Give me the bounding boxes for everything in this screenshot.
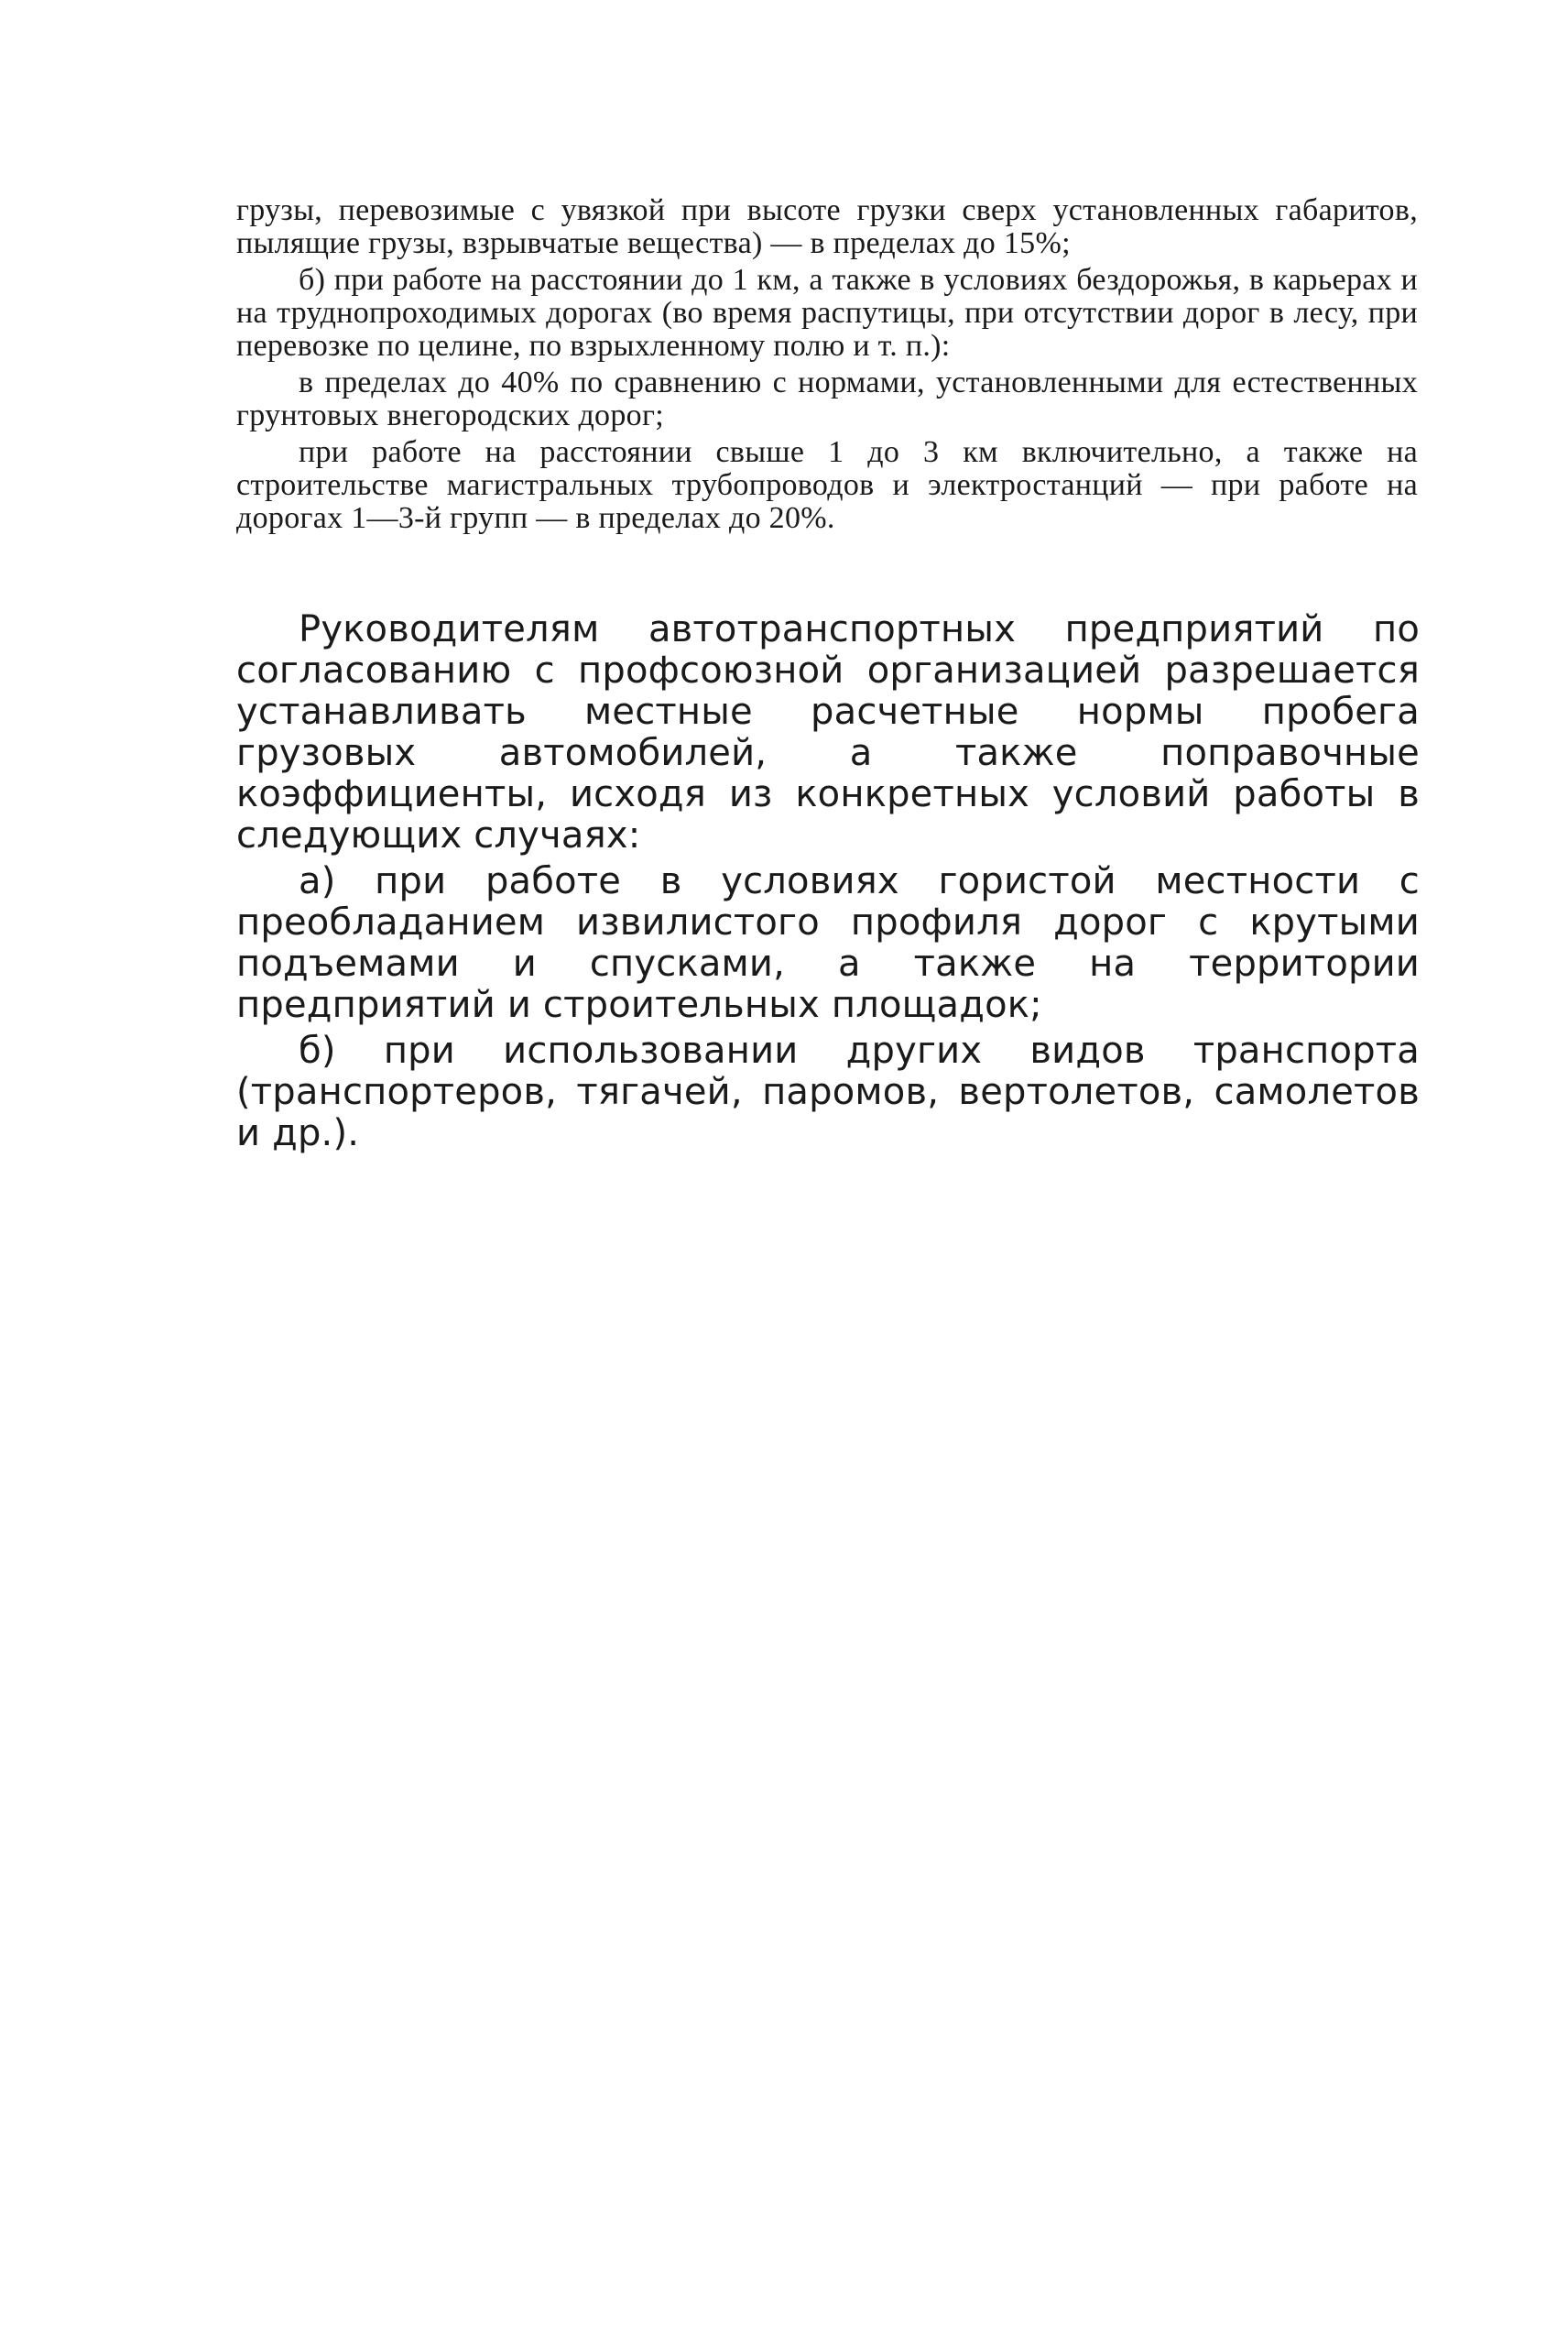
paragraph-limit-40: в пределах до 40% по сравнению с нормами, установленными для естественных грунтовых внегородских дорог; [236, 366, 1418, 432]
main-text-section [236, 609, 1420, 1159]
paragraph-managers-permission: Руководителям автотранспортных предприятий по согласованию с профсоюзной организацией разрешается устанавливать местные расчетные нормы пробега грузовых автомобилей, а также поправочные коэффициенты, исходя из конкретных условий работы в следующих случаях: [236, 608, 1420, 857]
paragraph-short-distance: б) при работе на расстоянии до 1 км, а также в условиях бездорожья, в карьерах и на труднопроходимых дорогах (во время распутицы, при отсутствии дорог в лесу, при перевозке по целине, по взрыхленному полю и т. п.): [236, 263, 1418, 363]
small-print-section [236, 194, 1418, 539]
paragraph-limit-20: при работе на расстоянии свыше 1 до 3 км включительно, а также на строительстве магистральных трубопроводов и электростанций — при работе на дорогах 1—3-й групп — в пределах до 20%. [236, 435, 1418, 535]
paragraph-cargo-continuation: грузы, перевозимые с увязкой при высоте грузки сверх установленных габаритов, пылящие грузы, взрывчатые вещества) — в пределах до 15%; [236, 193, 1418, 260]
paragraph-mountain-conditions: а) при работе в условиях гористой местности с преобладанием извилистого профиля дорог с крутыми подъемами и спусками, а также на территории предприятий и строительных площадок; [236, 860, 1420, 1026]
paragraph-other-transport: б) при использовании других видов транспорта (транспортеров, тягачей, паромов, вертолетов, самолетов и др.). [236, 1030, 1420, 1154]
